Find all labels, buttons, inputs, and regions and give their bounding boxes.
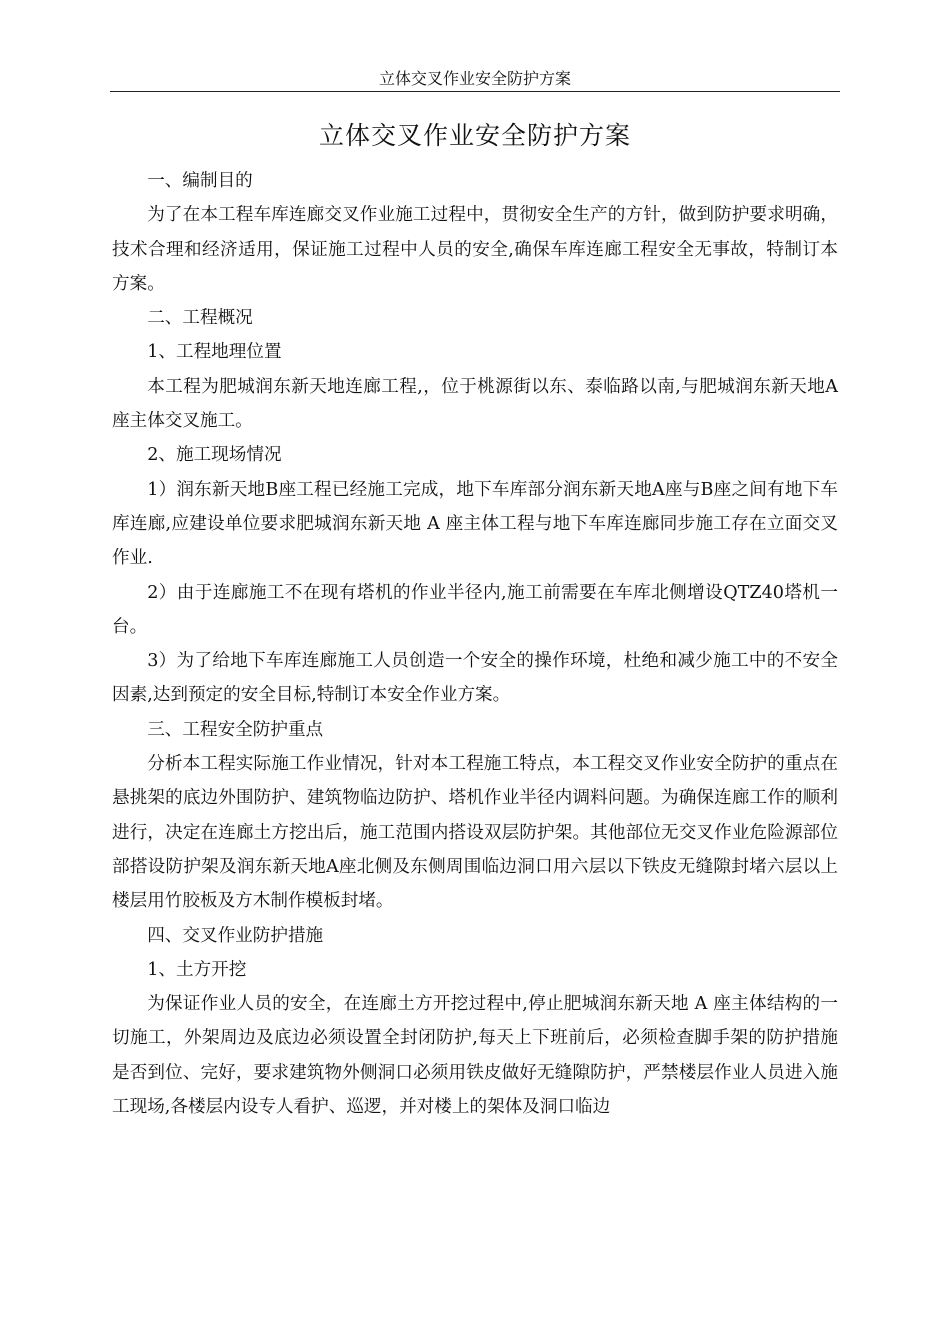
document-title: 立体交叉作业安全防护方案 (318, 121, 631, 150)
section-heading-key-points: 三、工程安全防护重点 (147, 719, 324, 740)
section-heading-purpose: 一、编制目的 (147, 171, 253, 191)
paragraph-site-2: 2）由于连廊施工不在现有塔机的作业半径内,施工前需要在车库北侧增设QTZ40塔机一台。 (112, 582, 838, 637)
paragraph-site-1: 1）润东新天地B座工程已经施工完成，地下车库部分润东新天地A座与B座之间有地下车库连廊,应建设单位要求肥城润东新天地 A 座主体工程与地下车库连廊同步施工存在立面交叉作业. (112, 479, 838, 569)
header-rule (110, 91, 840, 92)
document-body (112, 164, 838, 1124)
paragraph-excavation: 为保证作业人员的安全，在连廊土方开挖过程中,停止肥城润东新天地 A 座主体结构的一切施工，外架周边及底边必须设置全封闭防护,每天上下班前后，必须检查脚手架的防护措施是否到位、完好，要求建筑物外侧洞口必须用铁皮做好无缝隙防护，严禁楼层作业人员进入施工现场,各楼层内设专人看护、巡逻，并对楼上的架体及洞口临边 (112, 994, 838, 1118)
running-header: 立体交叉作业安全防护方案 (378, 69, 571, 88)
paragraph-site-3: 3）为了给地下车库连廊施工人员创造一个安全的操作环境，杜绝和减少施工中的不安全因素,达到预定的安全目标,特制订本安全作业方案。 (112, 651, 838, 706)
subheading-location: 1、工程地理位置 (147, 342, 282, 363)
section-heading-measures: 四、交叉作业防护措施 (147, 925, 324, 946)
subheading-site-conditions: 2、施工现场情况 (147, 445, 282, 466)
paragraph-purpose: 为了在本工程车库连廊交叉作业施工过程中，贯彻安全生产的方针，做到防护要求明确，技术合理和经济适用，保证施工过程中人员的安全,确保车库连廊工程安全无事故，特制订本方案。 (112, 205, 838, 294)
paragraph-key-points: 分析本工程实际施工作业情况，针对本工程施工特点，本工程交叉作业安全防护的重点在悬挑架的底边外围防护、建筑物临边防护、塔机作业半径内调料问题。为确保连廊工作的顺利进行，决定在连廊土方挖出后，施工范围内搭设双层防护架。其他部位无交叉作业危险源部位部搭设防护架及润东新天地A座北侧及东侧周围临边洞口用六层以下铁皮无缝隙封堵六层以上楼层用竹胶板及方木制作模板封堵。 (112, 754, 838, 912)
subheading-excavation: 1、土方开挖 (147, 959, 247, 980)
paragraph-location: 本工程为肥城润东新天地连廊工程,，位于桃源街以东、泰临路以南,与肥城润东新天地A座主体交叉施工。 (112, 376, 838, 432)
section-heading-overview: 二、工程概况 (147, 308, 253, 329)
